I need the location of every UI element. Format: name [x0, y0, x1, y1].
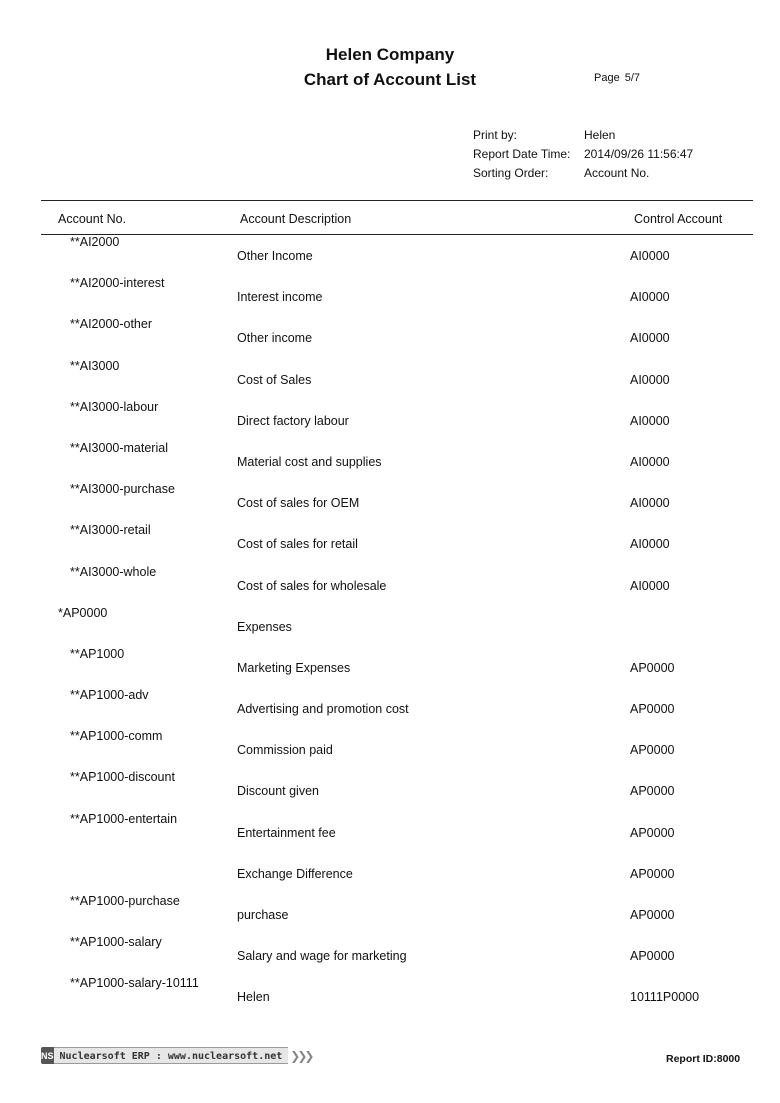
column-header-description: Account Description	[240, 212, 352, 226]
company-name: Helen Company	[325, 45, 455, 64]
table-row	[0, 400, 780, 441]
account-description: Expenses	[237, 619, 292, 634]
meta-row-date	[473, 146, 693, 165]
control-account: AP0000	[630, 825, 675, 840]
report-date-value: 2014/09/26 11:56:47	[584, 147, 694, 161]
account-no: **AP1000-entertain	[70, 811, 178, 826]
account-description: Discount given	[237, 784, 319, 799]
account-no: **AP1000-salary-10111	[70, 976, 199, 991]
account-no: **AP1000-discount	[70, 770, 175, 785]
account-description: Material cost and supplies	[237, 454, 382, 469]
control-account: AP0000	[630, 949, 675, 964]
report-date-label: Report Date Time:	[473, 147, 571, 161]
account-no: **AI2000-interest	[70, 276, 165, 291]
control-account: AI0000	[630, 290, 670, 305]
account-no: **AI3000-labour	[70, 399, 159, 414]
sorting-order-label: Sorting Order:	[473, 166, 549, 180]
table-row	[0, 935, 780, 976]
account-description: Other Income	[237, 249, 313, 263]
table-row	[0, 523, 780, 564]
control-account: AP0000	[630, 743, 675, 758]
page-indicator	[594, 72, 645, 84]
column-header-account-no: Account No.	[58, 212, 127, 226]
table-row	[0, 647, 780, 688]
account-description: Salary and wage for marketing	[237, 949, 407, 964]
table-row	[0, 853, 780, 894]
account-no: **AI2000-other	[70, 317, 153, 332]
account-no: *AP0000	[58, 605, 108, 620]
header-rule-top	[41, 200, 753, 201]
report-id: Report ID:8000	[666, 1053, 741, 1065]
account-description: Cost of sales for retail	[237, 537, 358, 552]
control-account: AI0000	[630, 454, 670, 469]
logo-text: Nuclearsoft ERP : www.nuclearsoft.net	[54, 1047, 289, 1064]
column-header-control: Control Account	[634, 212, 723, 226]
account-description: Other income	[237, 331, 313, 346]
account-description: Exchange Difference	[237, 866, 353, 881]
control-account: AI0000	[630, 578, 670, 593]
nuclearsoft-logo	[41, 1047, 312, 1064]
control-account: AI0000	[630, 331, 670, 346]
account-table	[0, 235, 780, 1018]
page-number: 5/7	[624, 72, 640, 84]
account-no: **AI3000-material	[70, 440, 168, 455]
account-no: **AP1000	[70, 646, 125, 661]
account-no: **AI3000-whole	[70, 564, 157, 579]
account-no: **AP1000-purchase	[70, 894, 180, 908]
meta-row-sort	[473, 165, 693, 184]
page-label: Page	[594, 72, 620, 84]
account-description: Commission paid	[237, 743, 333, 758]
meta-row-print-by	[473, 127, 693, 146]
account-no: **AP1000-salary	[70, 935, 162, 950]
table-row	[0, 359, 780, 400]
table-row	[0, 276, 780, 317]
control-account: AP0000	[630, 702, 675, 717]
account-no: **AI2000	[70, 235, 120, 249]
chevron-right-double-icon: ❯❯❯	[290, 1048, 312, 1063]
account-no: **AI3000-retail	[70, 523, 151, 538]
report-title: Chart of Account List	[303, 70, 477, 89]
table-row	[0, 812, 780, 853]
control-account: AI0000	[630, 249, 670, 263]
table-row	[0, 770, 780, 811]
table-row	[0, 565, 780, 606]
table-row	[0, 688, 780, 729]
account-no: **AI3000-purchase	[70, 482, 175, 497]
table-row	[0, 441, 780, 482]
control-account: AI0000	[630, 496, 670, 511]
account-description: Direct factory labour	[237, 413, 349, 428]
account-description: Marketing Expenses	[237, 660, 351, 675]
account-description: Cost of sales for OEM	[237, 496, 360, 511]
control-account: AI0000	[630, 537, 670, 552]
account-no: **AP1000-comm	[70, 729, 163, 744]
table-row	[0, 894, 780, 935]
table-row	[0, 606, 780, 647]
table-row	[0, 235, 780, 276]
logo-mark: NS	[41, 1047, 54, 1064]
control-account: AI0000	[630, 413, 670, 428]
print-by-value: Helen	[584, 128, 616, 142]
table-row	[0, 317, 780, 358]
control-account: AP0000	[630, 866, 675, 881]
account-description: Interest income	[237, 290, 323, 305]
account-no: **AP1000-adv	[70, 688, 149, 703]
account-description: Advertising and promotion cost	[237, 702, 409, 717]
report-meta	[473, 127, 693, 184]
table-row	[0, 729, 780, 770]
control-account: 10111P0000	[630, 990, 700, 1005]
table-row	[0, 482, 780, 523]
control-account: AP0000	[630, 784, 675, 799]
account-no: **AI3000	[70, 358, 120, 373]
control-account: AP0000	[630, 660, 675, 675]
table-row	[0, 976, 780, 1017]
sorting-order-value: Account No.	[584, 166, 650, 180]
account-description: Cost of sales for wholesale	[237, 578, 387, 593]
control-account: AP0000	[630, 908, 675, 922]
account-description: Helen	[237, 990, 270, 1005]
account-description: purchase	[237, 908, 289, 922]
print-by-label: Print by:	[473, 128, 518, 142]
account-description: Cost of Sales	[237, 372, 312, 387]
control-account: AI0000	[630, 372, 670, 387]
account-description: Entertainment fee	[237, 825, 336, 840]
